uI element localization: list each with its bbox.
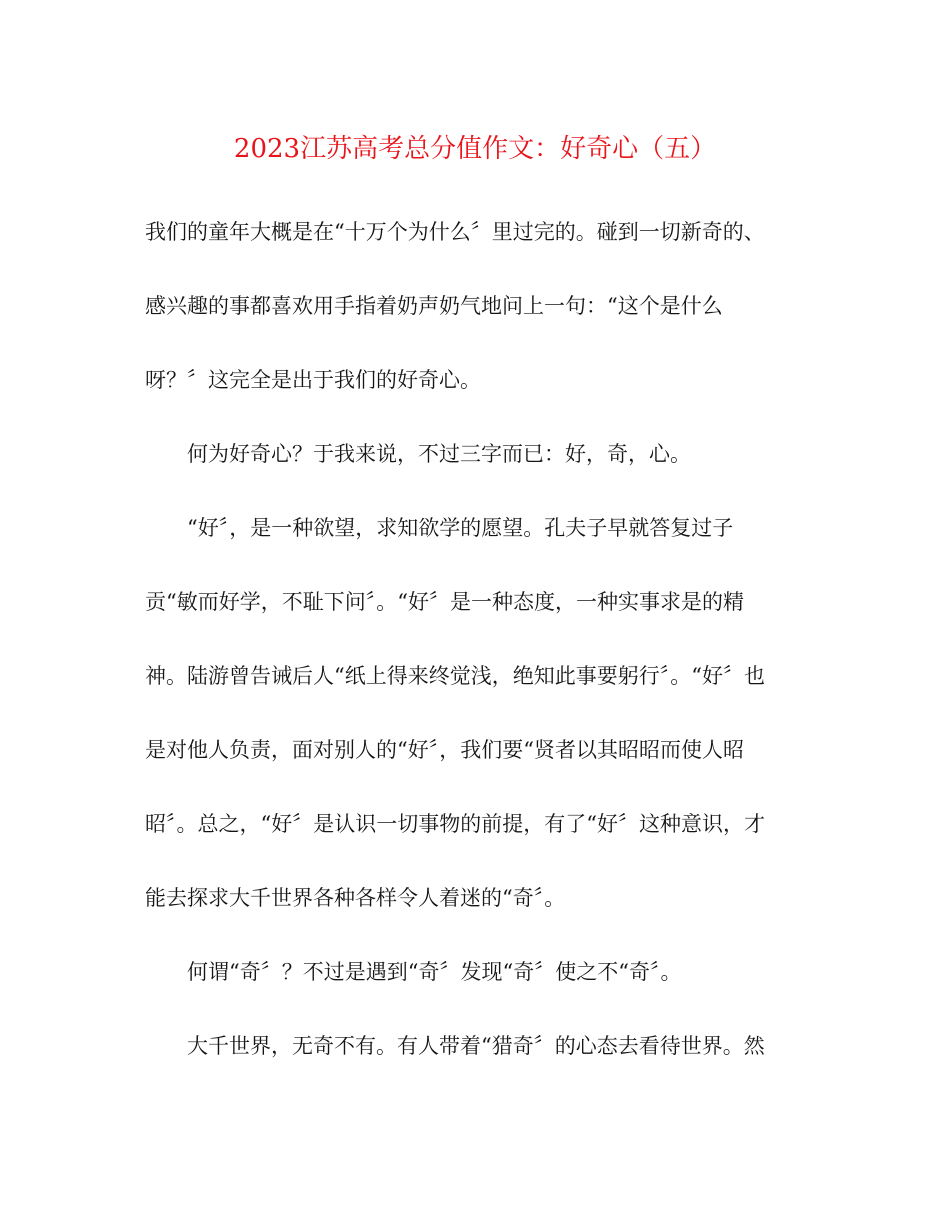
paragraph-line: 感兴趣的事都喜欢用手指着奶声奶气地问上一句：“这个是什么 bbox=[145, 294, 723, 318]
paragraph-line: 呀？〞这完全是出于我们的好奇心。 bbox=[145, 368, 481, 392]
paragraph-line: 何谓“奇〞？不过是遇到“奇〞发现“奇〞使之不“奇〞。 bbox=[187, 960, 682, 984]
paragraph-line: 大千世界，无奇不有。有人带着“猎奇〞的心态去看待世界。然 bbox=[187, 1034, 765, 1058]
paragraph-line: 神。陆游曾告诫后人“纸上得来终觉浅，绝知此事要躬行〞。“好〞也 bbox=[145, 664, 765, 688]
paragraph-line: 是对他人负责，面对别人的“好〞，我们要“贤者以其昭昭而使人昭 bbox=[145, 738, 744, 762]
paragraph-line: 能去探求大千世界各种各样令人着迷的“奇〞。 bbox=[145, 886, 566, 910]
paragraph-line: 贡“敏而好学，不耻下问〞。“好〞是一种态度，一种实事求是的精 bbox=[145, 590, 744, 614]
paragraph-line: 我们的童年大概是在“十万个为什么〞里过完的。碰到一切新奇的、 bbox=[145, 220, 765, 244]
paragraph-line: 何为好奇心？于我来说，不过三字而已：好，奇，心。 bbox=[187, 442, 691, 466]
document-title: 2023江苏高考总分值作文：好奇心（五） bbox=[233, 134, 717, 164]
paragraph-line: “好〞，是一种欲望，求知欲学的愿望。孔夫子早就答复过子 bbox=[187, 516, 734, 540]
paragraph-line: 昭〞。总之，“好〞是认识一切事物的前提，有了“好〞这种意识，才 bbox=[145, 812, 765, 836]
